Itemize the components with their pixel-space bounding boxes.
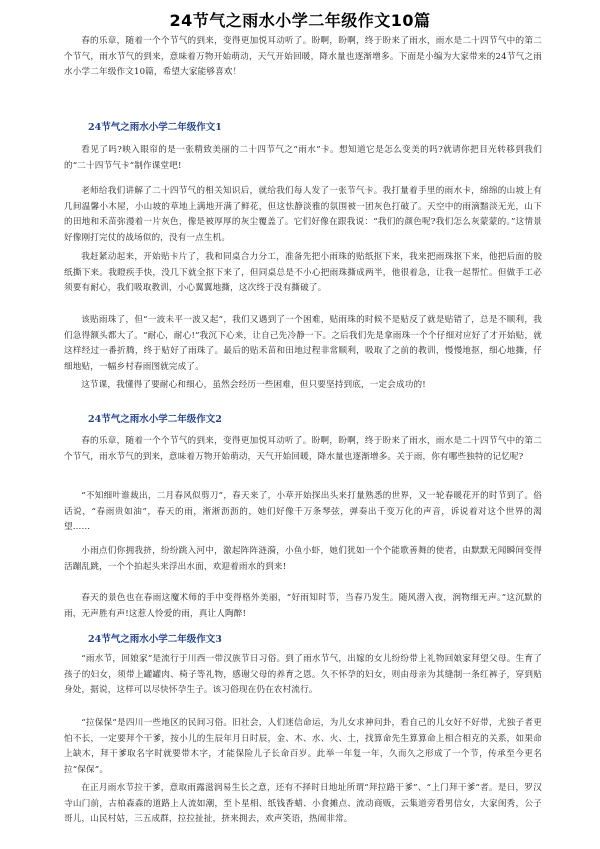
essay-1-paragraph-4: 该贴雨珠了，但“一波未平一波又起”，我们又遇到了一个困难，贴雨珠的时候不是贴反了就是贴错了，总是不顺利，我们急得额头都大了。“耐心，耐心!”我沉下心来，让自己先冷静一下。之后我们先是拿雨珠一个个仔细对应好了才开始贴，就这样经过一番折腾，终于贴好了雨珠了。最后的贴禾苗和田地过程非常顺利，吸取了之前的教训，慢慢地抠，细心地撕，仔细地贴，一幅乡村春雨图就完成了。 (64, 315, 542, 372)
essay-3-paragraph-3: 在正月雨水节拉干爹，意取雨露滋润易生长之意，还有不择时日地址所谓“拜拉路干爹”、“上门拜干爹”者。是日，罗汉寺山门前，古柏森森的道路上人流如潮，至卜星相、纸钱香蜡、小食摊点、流动商贩，云集道旁看男信女，大家闺秀，公子哥儿，山民村姑，三五成群，拉拉扯扯，挤来拥去，欢声笑语，热闹非常。 (64, 783, 542, 824)
essay-2-paragraph-1: 春的乐章，随着一个个节气的到来，变得更加悦耳动听了。盼啊，盼啊，终于盼来了雨水，雨水是二十四节气中的第二个节气，雨水节气的到来，意味着万物开始萌动，天气开始回暖，降水量也逐渐增多。关于雨，你有哪些独特的记忆呢? (64, 436, 542, 462)
document-title: 24节气之雨水小学二年级作文10篇 (169, 11, 431, 30)
essay-2-heading: 24节气之雨水小学二年级作文2 (88, 414, 222, 425)
essay-3-paragraph-2: “拉保保”是四川一些地区的民间习俗。旧社会，人们迷信命运，为儿女求神问卦，看自己的儿女好不好带，尤独子者更怕不长，一定要拜个干爹，按小儿的生辰年月日时辰，金、木、水、火、土，找算命先生算算命上相合相克的关系，如果命上缺木，拜干爹取名字时就要带木字，才能保险儿子长命百岁。此举一年复一年，久而久之形成了一个节，传承至今更名拉“保保”。 (64, 718, 542, 775)
essay-1-paragraph-3: 我赶紧动起来，开始贴卡片了，我和同桌合力分工，准备先把小雨珠的贴纸抠下来，我来把雨珠抠下来，他把后面的胶纸撕下来。我瞪疾手快，没几下就全抠下来了，但同桌总是不小心把雨珠撕成两半，他很着急，让我一起帮忙。但做手工必须要有耐心，我们吸取教训，小心翼翼地撕，这次终于没有撕破了。 (64, 252, 542, 293)
essay-1-paragraph-2: 老师给我们讲解了二十四节气的相关知识后，就给我们每人发了一张节气卡。我打量着手里的雨水卡，绵绵的山坡上有几间温馨小木屋，小山坡的草地上满地开满了鲜花，但这怯静淡雅的氛围被一团灰色打破了。天空中的雨滴黯淡无光，山下的田地和禾苗弥漫着一片灰色，像是被厚厚的灰尘覆盖了。它们好像在跟我说：“我们的颜色呢?我们怎么灰蒙蒙的。”这情景好像刚打完仗的战场似的，没有一点生机。 (64, 186, 542, 243)
essay-3-paragraph-1: “雨水节，回娘家”是流行于川西一带汉族节日习俗。到了雨水节气，出嫁的女儿纷纷带上礼物回娘家拜望父母。生育了孩子的妇女，须带上罐罐肉、椅子等礼物，感谢父母的养育之恩。久不怀孕的妇女，则由母亲为其缝制一条红裤子，穿到贴身处，据说，这样可以尽快怀孕生子。该习俗现在仍在农村流行。 (64, 654, 542, 695)
intro-paragraph: 春的乐章，随着一个个节气的到来，变得更加悦耳动听了。盼啊，盼啊，终于盼来了雨水，雨水是二十四节气中的第二个节气，雨水节气的到来，意味着万物开始萌动，天气开始回暖，降水量也逐渐增多。下面是小编为大家带来的24节气之雨水小学二年级作文10篇，希望大家能够喜欢！ (64, 36, 542, 77)
essay-2-paragraph-3: 小雨点们你拥我挤，纷纷跳入河中，激起阵阵涟漪，小鱼小虾，她们犹如一个个能歌善舞的使者，由默默无闻瞬间变得活蹦乱跳，一个个拍起头来浮出水面，欢迎着雨水的到来! (64, 546, 542, 572)
essay-3-heading: 24节气之雨水小学二年级作文3 (88, 634, 222, 645)
essay-1-paragraph-1: 看见了吗?映入眼帘的是一张精致美丽的二十四节气之“雨水”卡。想知道它是怎么变美的吗?就请你把目光转移到我们的“二十四节气卡”制作课堂吧! (64, 145, 542, 171)
essay-2-paragraph-2: “不知细叶谁裁出，二月春风似剪刀”，春天来了，小草开始探出头来打量熟悉的世界，又一轮春暖花开的时节到了。俗话说，“春雨贵如油”，春天的雨，淅淅沥沥的，她们好像千万条琴弦，弹奏出千变万化的声音，诉说着对这个世界的渴望…… (64, 491, 542, 532)
essay-2-paragraph-4: 春天的景色也在春雨这魔术师的手中变得格外美丽，“好雨知时节，当春乃发生。随风潜入夜，润物细无声。”这沉默的雨，无声胜有声!这惹人怜爱的雨，真让人陶醉! (64, 593, 542, 619)
essay-1-heading: 24节气之雨水小学二年级作文1 (88, 122, 222, 133)
essay-1-paragraph-5: 这节课，我懂得了要耐心和细心，虽然会经历一些困难，但只要坚持到底，一定会成功的! (81, 380, 426, 390)
